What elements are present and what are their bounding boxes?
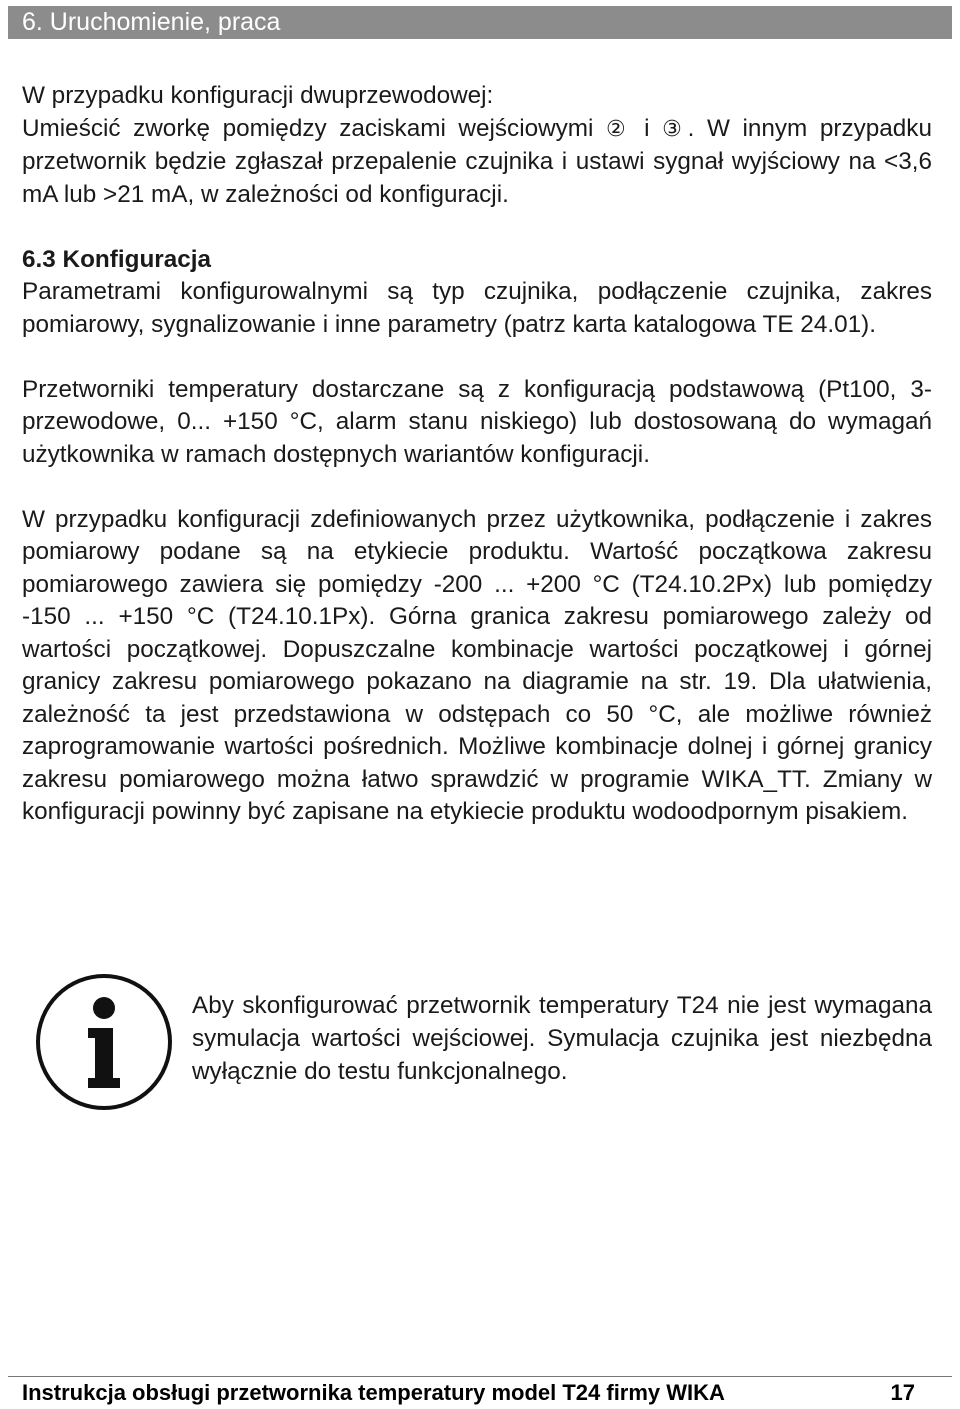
two-wire-text-start: Umieścić zworkę pomiędzy zaciskami wejściowymi — [22, 114, 607, 142]
two-wire-text-between: i — [631, 114, 663, 142]
main-content — [22, 80, 932, 829]
section-header-bar — [8, 6, 952, 39]
configuration-paragraph-3: W przypadku konfiguracji zdefiniowanych przez użytkownika, podłączenie i zakres pomiarowy podane są na etykiecie produktu. Wartość początkowa zakresu pomiarowego zawiera się pomiędzy -200 ... +200 °C (T24.10.2Px) lub pomiędzy -150 ... +150 °C (T24.10.1Px). Górna granica zakresu pomiarowego zależy od wartości początkowej. Dopuszczalne kombinacje wartości początkowej i górnej granicy zakresu pomiarowego pokazano na diagramie na str. 19. Dla ułatwienia, zależność ta jest przedstawiona w odstępach co 50 °C, ale możliwe również zaprogramowanie wartości pośrednich. Możliwe kombinacje dolnej i górnej granicy zakresu pomiarowego można łatwo sprawdzić w programie WIKA_TT. Zmiany w konfiguracji powinny być zapisane na etykiecie produktu wodoodpornym pisakiem. — [22, 505, 932, 825]
page-footer — [8, 1376, 952, 1409]
configuration-paragraph-2: Przetworniki temperatury dostarczane są z konfiguracją podstawową (Pt100, 3-przewodowe, 0... +150 °C, alarm stanu niskiego) lub dostosowaną do wymagań użytkownika w ramach dostępnych wariantów konfiguracji. — [22, 375, 932, 468]
info-icon — [34, 972, 174, 1112]
two-wire-text-end: . W innym przypadku przetwornik będzie zgłaszał przepalenie czujnika i ustawi sygnał wyjściowy na <3,6 mA lub >21 mA, w zależności od konfiguracji. — [22, 114, 932, 208]
terminal-2-symbol: ② — [606, 116, 632, 142]
terminal-3-symbol: ③ — [662, 116, 688, 142]
info-note-text: Aby skonfigurować przetwornik temperatury T24 nie jest wymagana symulacja wartości wejściowej. Symulacja czujnika jest niezbędna wyłącznie do testu funkcjonalnego. — [192, 992, 932, 1085]
configuration-paragraph-1: Parametrami konfigurowalnymi są typ czujnika, podłączenie czujnika, zakres pomiarowy, sygnalizowanie i inne parametry (patrz karta katalogowa TE 24.01). — [22, 278, 932, 338]
info-note — [22, 972, 932, 1112]
page-number: 17 — [890, 1380, 915, 1405]
footer-document-title: Instrukcja obsługi przetwornika temperatury model T24 firmy WIKA — [22, 1380, 725, 1405]
two-wire-instruction — [22, 113, 932, 212]
section-title: 6. Uruchomienie, praca — [22, 8, 281, 36]
section-6-3-heading: 6.3 Konfiguracja — [22, 245, 212, 273]
two-wire-intro: W przypadku konfiguracji dwuprzewodowej: — [22, 82, 494, 109]
